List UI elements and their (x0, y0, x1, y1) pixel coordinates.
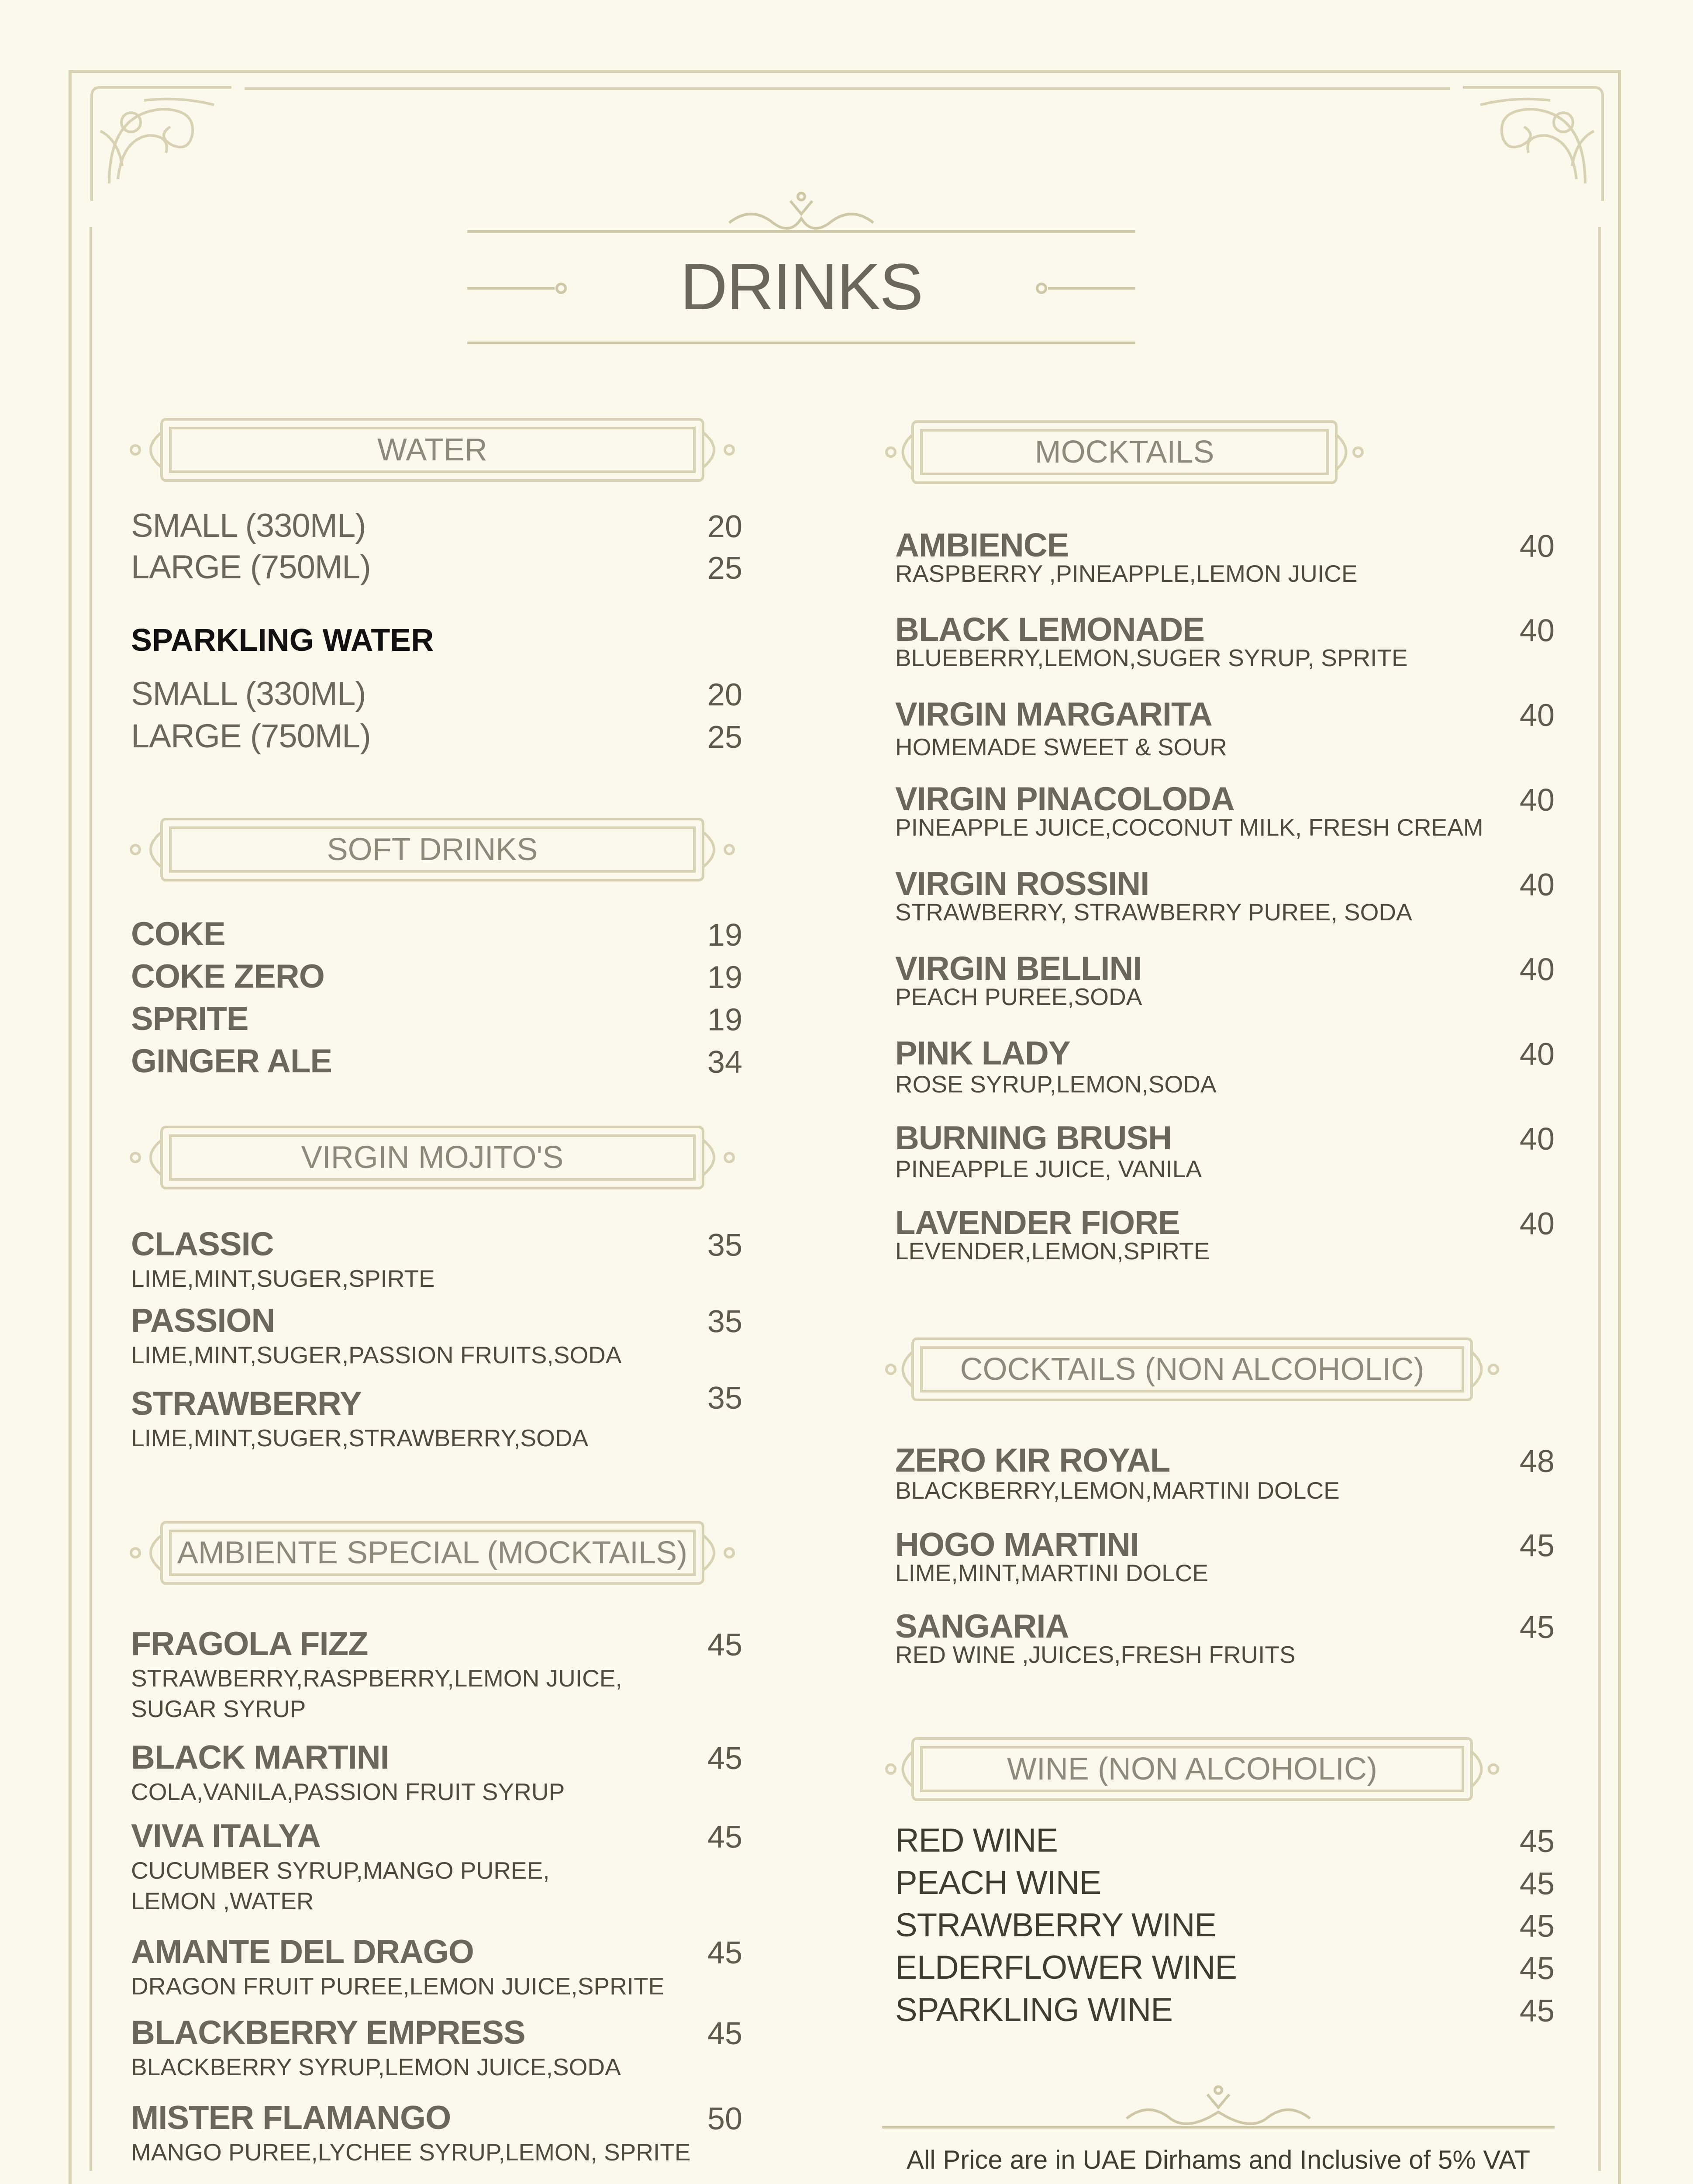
item-description: LIME,MINT,SUGER,SPIRTE (131, 1265, 435, 1292)
item-price: 45 (1519, 1994, 1555, 2028)
menu-item (895, 1441, 1340, 1506)
section-heading-wine (882, 1721, 1502, 1817)
item-description: LEMON ,WATER (131, 1887, 314, 1914)
item-name: BLACK MARTINI (131, 1739, 389, 1776)
item-price: 35 (707, 1304, 742, 1339)
item-price: 45 (707, 1935, 742, 1970)
inner-border-right (1598, 227, 1601, 2171)
item-price: 40 (1519, 1037, 1555, 1072)
menu-item (895, 1949, 1237, 1987)
item-name: VIVA ITALYA (131, 1818, 321, 1855)
item-price: 34 (707, 1045, 742, 1080)
menu-item (895, 1906, 1216, 1944)
section-title: COCKTAILS (NON ALCOHOLIC) (960, 1352, 1424, 1387)
menu-item (895, 611, 1408, 673)
item-name: PINK LADY (895, 1035, 1070, 1072)
menu-item (895, 1204, 1210, 1266)
title-block (467, 188, 1135, 349)
menu-item (131, 1738, 565, 1807)
item-price: 20 (707, 509, 742, 544)
section-title: SOFT DRINKS (327, 832, 538, 867)
menu-item (895, 1864, 1101, 1902)
item-name: BLACK LEMONADE (895, 611, 1204, 648)
menu-item (131, 675, 366, 713)
item-description: COLA,VANILA,PASSION FRUIT SYRUP (131, 1778, 565, 1805)
item-price: 40 (1519, 952, 1555, 987)
item-name: GINGER ALE (131, 1043, 332, 1080)
item-name: SPRITE (131, 1000, 248, 1037)
section-title: MOCKTAILS (1034, 435, 1214, 470)
menu-item (131, 548, 371, 586)
menu-item (895, 1991, 1172, 2029)
menu-item (131, 1302, 622, 1370)
item-name: SANGARIA (895, 1608, 1069, 1645)
menu-item (131, 1817, 550, 1916)
menu-item (895, 780, 1483, 843)
menu-item (895, 1119, 1202, 1184)
item-price: 45 (707, 2016, 742, 2051)
menu-item (131, 1933, 664, 2001)
item-price: 45 (1519, 1951, 1555, 1986)
menu-item (895, 865, 1412, 927)
menu-item (131, 915, 225, 953)
item-description: STRAWBERRY,RASPBERRY,LEMON JUICE, (131, 1665, 622, 1692)
item-description: HOMEMADE SWEET & SOUR (895, 733, 1227, 760)
item-price: 45 (1519, 1824, 1555, 1859)
item-description: ROSE SYRUP,LEMON,SODA (895, 1071, 1217, 1098)
item-name: RED WINE (895, 1822, 1058, 1859)
item-name: LARGE (750ML) (131, 718, 371, 755)
item-name: ELDERFLOWER WINE (895, 1949, 1237, 1986)
vat-note: All Price are in UAE Dirhams and Inclusive of 5% VAT (906, 2145, 1531, 2174)
item-name: VIRGIN PINACOLODA (895, 781, 1234, 818)
menu-item (895, 1034, 1217, 1099)
item-description: DRAGON FRUIT PUREE,LEMON JUICE,SPRITE (131, 1973, 665, 2000)
item-name: HOGO MARTINI (895, 1526, 1139, 1563)
item-name: SMALL (330ML) (131, 675, 366, 712)
menu-item (895, 1526, 1208, 1588)
menu-item (895, 1607, 1296, 1670)
section-heading-mocktails (882, 404, 1367, 500)
item-name: CLASSIC (131, 1226, 274, 1263)
menu-item (895, 526, 1358, 589)
item-price: 19 (707, 960, 742, 995)
item-description: PINEAPPLE JUICE, VANILA (895, 1155, 1202, 1182)
item-description: SUGAR SYRUP (131, 1695, 306, 1722)
item-price: 25 (707, 551, 742, 586)
item-price: 45 (707, 1628, 742, 1662)
section-heading-water (122, 402, 742, 498)
item-price: 40 (1519, 529, 1555, 564)
item-name: BURNING BRUSH (895, 1120, 1172, 1157)
item-description: BLUEBERRY,LEMON,SUGER SYRUP, SPRITE (895, 644, 1408, 671)
item-price: 35 (707, 1381, 742, 1416)
item-description: RASPBERRY ,PINEAPPLE,LEMON JUICE (895, 560, 1358, 587)
menu-item (895, 695, 1227, 762)
inner-border-left (90, 227, 92, 2171)
item-description: LEVENDER,LEMON,SPIRTE (895, 1237, 1210, 1265)
item-price: 25 (707, 720, 742, 755)
item-price: 40 (1519, 783, 1555, 818)
menu-item (131, 507, 366, 545)
item-name: AMANTE DEL DRAGO (131, 1933, 474, 1970)
item-price: 40 (1519, 613, 1555, 648)
item-name: MISTER FLAMANGO (131, 2099, 451, 2136)
item-name: STRAWBERRY (131, 1385, 362, 1422)
item-description: RED WINE ,JUICES,FRESH FRUITS (895, 1641, 1296, 1668)
subsection-title: SPARKLING WATER (131, 623, 434, 658)
section-title: WATER (377, 432, 487, 467)
menu-item (131, 1000, 248, 1038)
item-price: 48 (1519, 1444, 1555, 1479)
menu-item (131, 717, 371, 755)
item-price: 40 (1519, 867, 1555, 902)
item-name: VIRGIN MARGARITA (895, 696, 1212, 733)
item-price: 50 (707, 2101, 742, 2136)
corner-ornament-icon (1454, 79, 1611, 210)
item-name: ZERO KIR ROYAL (895, 1442, 1170, 1479)
item-price: 19 (707, 1002, 742, 1037)
menu-item (131, 1385, 588, 1453)
item-price: 35 (707, 1228, 742, 1263)
item-name: BLACKBERRY EMPRESS (131, 2014, 525, 2051)
item-name: STRAWBERRY WINE (895, 1907, 1217, 1944)
item-name: LARGE (750ML) (131, 549, 371, 586)
item-description: MANGO PUREE,LYCHEE SYRUP,LEMON, SPRITE (131, 2139, 691, 2166)
section-heading-virgin-mojitos (122, 1109, 742, 1206)
menu-item (131, 2014, 621, 2082)
item-price: 45 (707, 1820, 742, 1855)
section-title: WINE (NON ALCOHOLIC) (1007, 1752, 1378, 1787)
item-description: LIME,MINT,MARTINI DOLCE (895, 1559, 1209, 1586)
menu-item (131, 1225, 435, 1294)
corner-ornament-icon (83, 79, 240, 210)
menu-item (131, 1042, 332, 1080)
section-title: VIRGIN MOJITO'S (301, 1140, 564, 1175)
item-price: 45 (1519, 1866, 1555, 1901)
section-heading-cocktails (882, 1321, 1502, 1417)
menu-item (131, 957, 324, 995)
item-name: SPARKLING WINE (895, 1991, 1172, 2028)
item-price: 45 (1519, 1909, 1555, 1944)
item-price: 20 (707, 677, 742, 712)
item-price: 40 (1519, 1206, 1555, 1241)
item-price: 19 (707, 918, 742, 953)
item-name: PASSION (131, 1302, 275, 1339)
item-name: SMALL (330ML) (131, 507, 366, 544)
item-name: PEACH WINE (895, 1864, 1101, 1901)
item-price: 45 (1519, 1528, 1555, 1563)
item-name: AMBIENCE (895, 527, 1069, 564)
section-title: AMBIENTE SPECIAL (MOCKTAILS) (177, 1535, 688, 1570)
menu-item (131, 1625, 622, 1724)
item-name: COKE (131, 916, 225, 953)
item-name: FRAGOLA FIZZ (131, 1625, 368, 1662)
item-price: 45 (1519, 1610, 1555, 1645)
item-name: LAVENDER FIORE (895, 1204, 1180, 1241)
item-description: PINEAPPLE JUICE,COCONUT MILK, FRESH CREAM (895, 814, 1483, 841)
item-description: CUCUMBER SYRUP,MANGO PUREE, (131, 1857, 550, 1884)
inner-border-top (245, 87, 1450, 90)
page-title: DRINKS (680, 250, 923, 323)
menu-item (895, 1821, 1058, 1859)
item-description: STRAWBERRY, STRAWBERRY PUREE, SODA (895, 898, 1412, 926)
menu-item (131, 2099, 691, 2167)
menu-item (895, 950, 1142, 1012)
item-description: LIME,MINT,SUGER,STRAWBERRY,SODA (131, 1424, 589, 1451)
section-heading-soft-drinks (122, 802, 742, 898)
item-description: BLACKBERRY SYRUP,LEMON JUICE,SODA (131, 2053, 621, 2080)
item-name: VIRGIN BELLINI (895, 950, 1142, 987)
item-name: COKE ZERO (131, 958, 324, 995)
item-name: VIRGIN ROSSINI (895, 865, 1149, 902)
section-heading-ambiente-special (122, 1505, 742, 1601)
footer-block (882, 2079, 1555, 2184)
item-price: 45 (707, 1741, 742, 1776)
item-price: 40 (1519, 698, 1555, 733)
item-description: LIME,MINT,SUGER,PASSION FRUITS,SODA (131, 1341, 622, 1368)
item-description: PEACH PUREE,SODA (895, 983, 1142, 1010)
item-price: 40 (1519, 1122, 1555, 1157)
item-description: BLACKBERRY,LEMON,MARTINI DOLCE (895, 1477, 1340, 1504)
